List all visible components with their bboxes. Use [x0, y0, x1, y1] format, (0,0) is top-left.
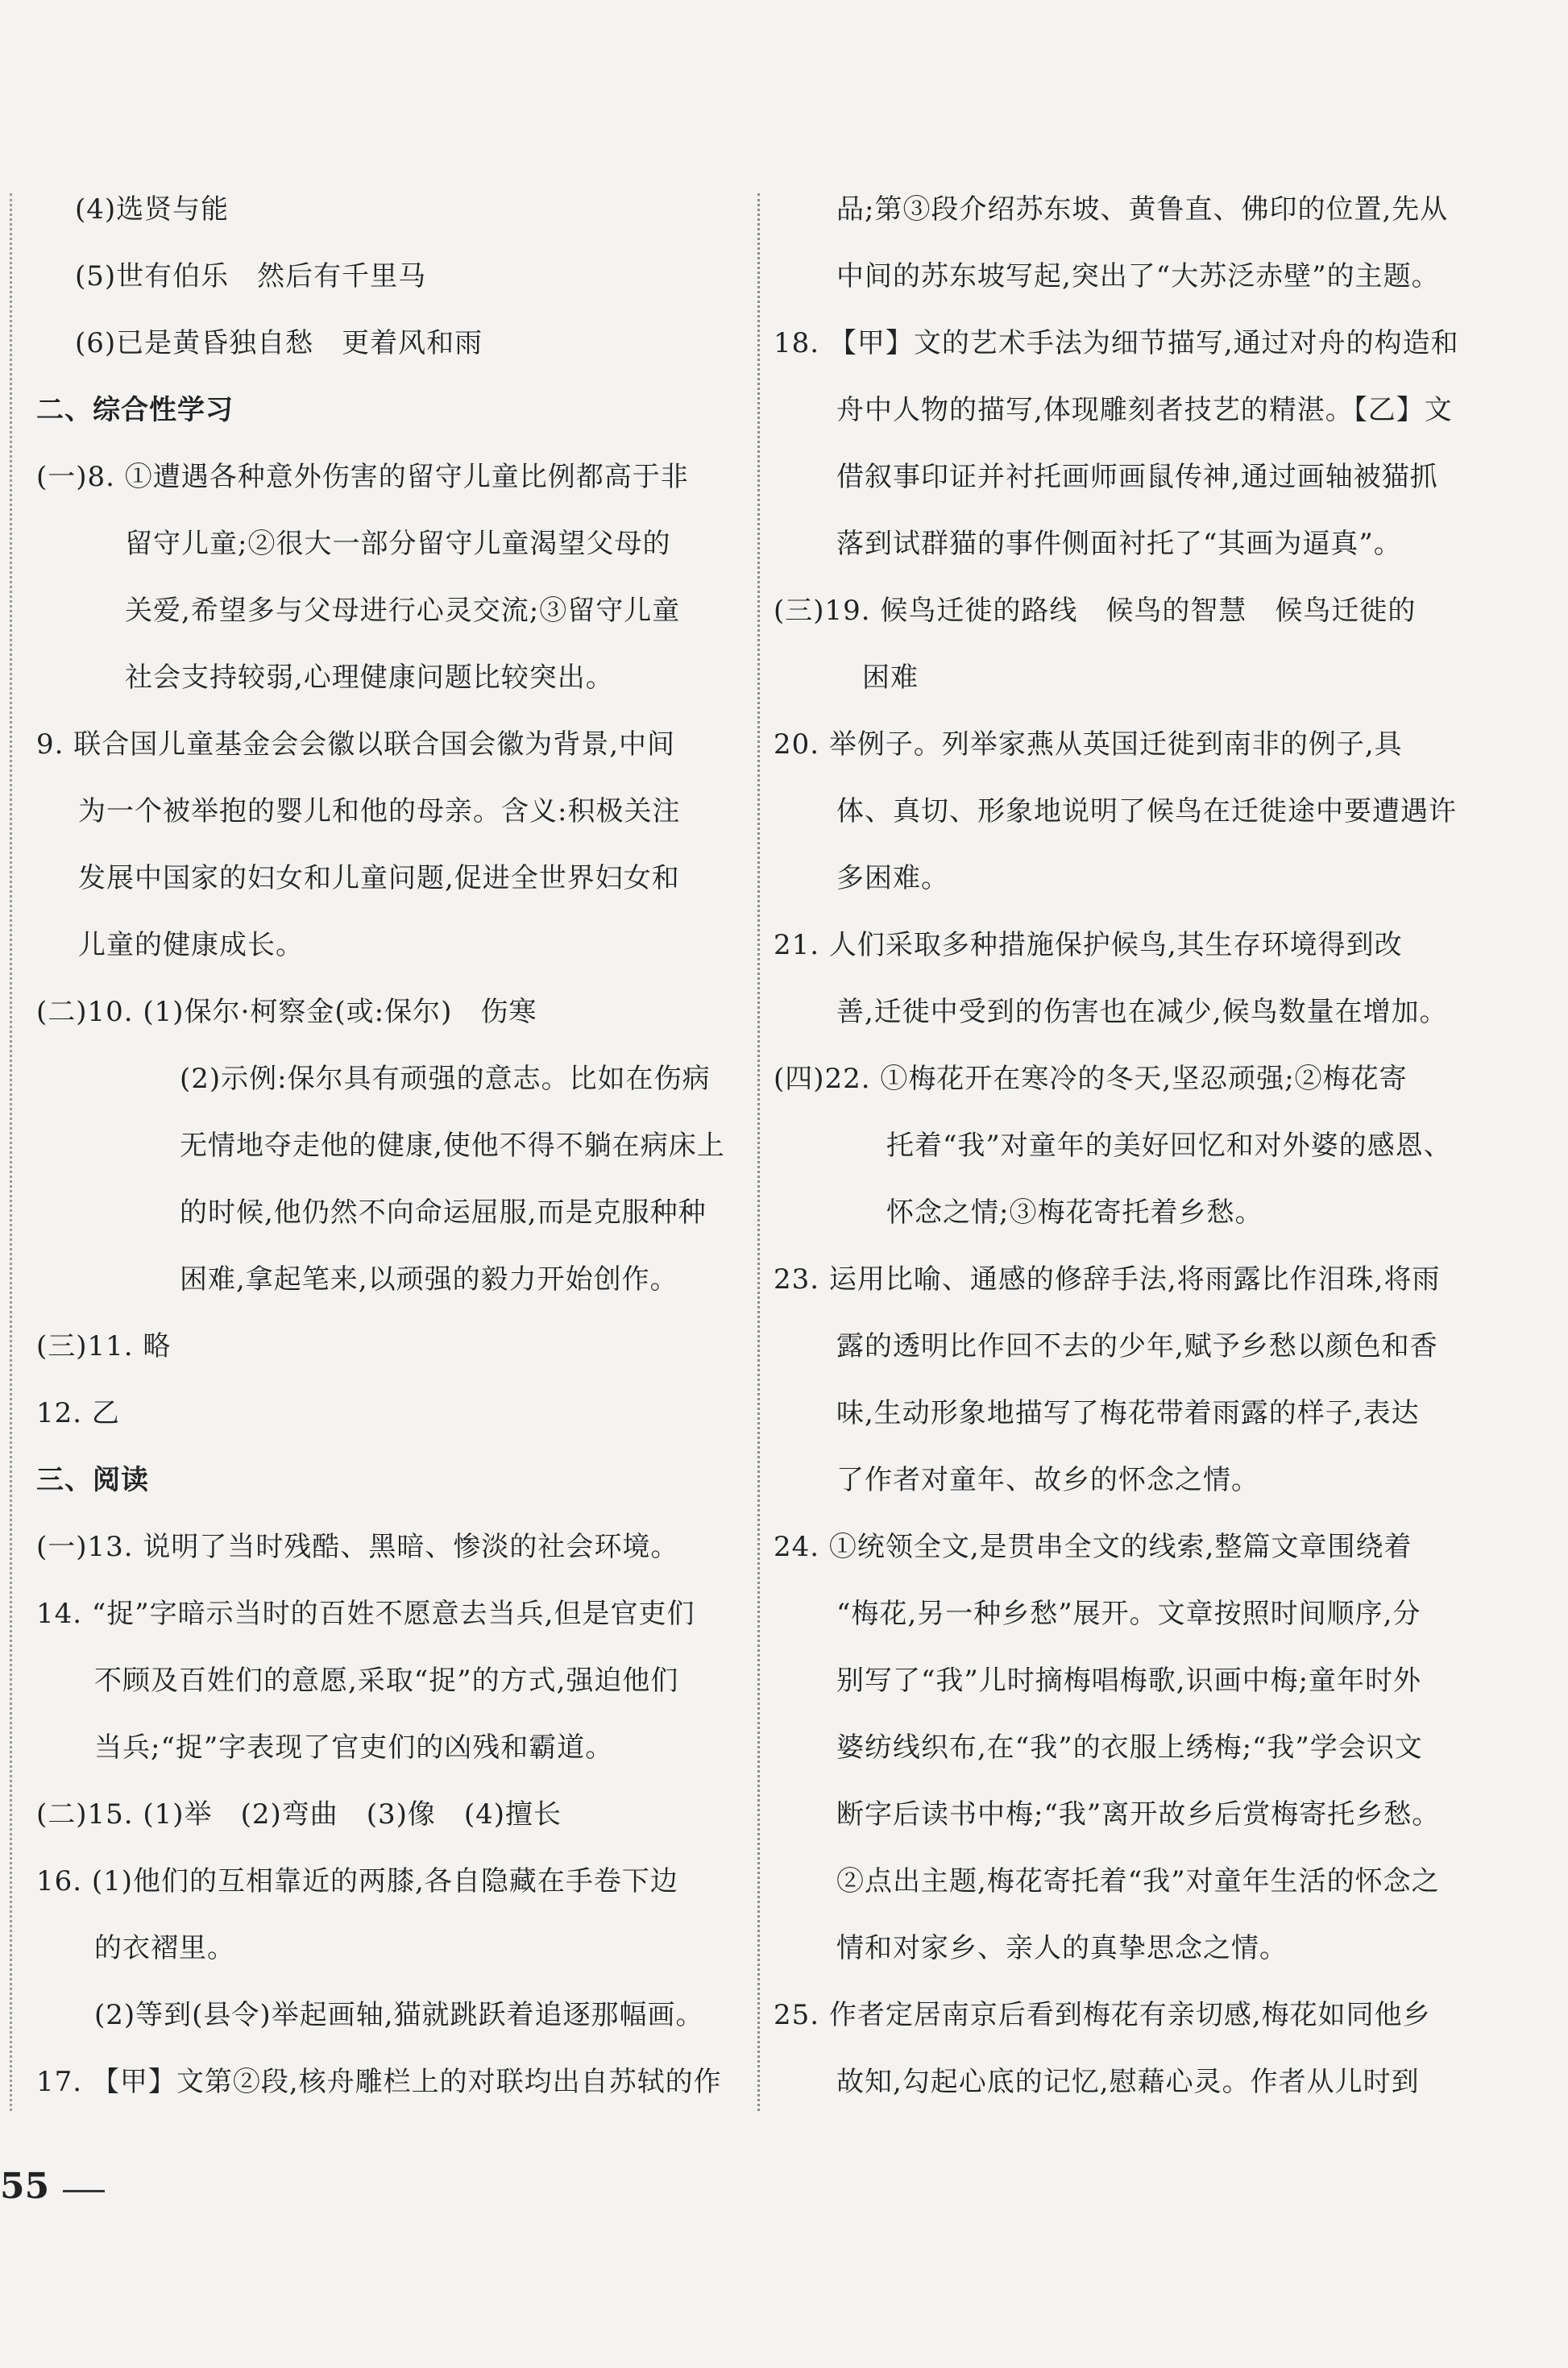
- answer-line: 23. 运用比喻、通感的修辞手法,将雨露比作泪珠,将雨: [774, 1263, 1441, 1296]
- answer-line: 善,迁徙中受到的伤害也在减少,候鸟数量在增加。: [836, 996, 1448, 1028]
- answer-line: 困难,拿起笔来,以顽强的毅力开始创作。: [180, 1263, 678, 1296]
- answer-line: 21. 人们采取多种措施保护候鸟,其生存环境得到改: [774, 929, 1403, 961]
- answer-line: 18. 【甲】文的艺术手法为细节描写,通过对舟的构造和: [774, 327, 1459, 359]
- answer-line: “梅花,另一种乡愁”展开。文章按照时间顺序,分: [836, 1598, 1421, 1630]
- answer-line: 多困难。: [836, 862, 949, 894]
- answer-line: (三)11. 略: [36, 1330, 172, 1362]
- answer-line: (2)示例:保尔具有顽强的意志。比如在伤病: [180, 1063, 711, 1095]
- answer-line: 落到试群猫的事件侧面衬托了“其画为逼真”。: [836, 528, 1402, 560]
- answer-line: 12. 乙: [36, 1397, 120, 1429]
- answer-line: 发展中国家的妇女和儿童问题,促进全世界妇女和: [78, 862, 680, 894]
- answer-line: (四)22. ①梅花开在寒冷的冬天,坚忍顽强;②梅花寄: [774, 1063, 1408, 1095]
- answer-line: 为一个被举抱的婴儿和他的母亲。含义:积极关注: [78, 795, 681, 827]
- answer-line: (5)世有伯乐 然后有千里马: [75, 260, 427, 292]
- answer-line: 儿童的健康成长。: [78, 929, 304, 961]
- column-divider: [757, 193, 760, 2111]
- section-heading: 二、综合性学习: [36, 394, 234, 426]
- answer-line: 不顾及百姓们的意愿,采取“捉”的方式,强迫他们: [94, 1665, 679, 1697]
- answer-line: 16. (1)他们的互相靠近的两膝,各自隐藏在手卷下边: [36, 1865, 678, 1897]
- answer-line: (一)8. ①遭遇各种意外伤害的留守儿童比例都高于非: [36, 461, 689, 493]
- answer-line: 困难: [862, 661, 919, 694]
- answer-line: 故知,勾起心底的记忆,慰藉心灵。作者从儿时到: [836, 2066, 1420, 2098]
- answer-line: 留守儿童;②很大一部分留守儿童渴望父母的: [125, 528, 671, 560]
- answer-line: 社会支持较弱,心理健康问题比较突出。: [125, 661, 614, 694]
- answer-line: (一)13. 说明了当时残酷、黑暗、惨淡的社会环境。: [36, 1531, 679, 1563]
- answer-line: 25. 作者定居南京后看到梅花有亲切感,梅花如同他乡: [774, 1999, 1431, 2031]
- answer-line: (6)已是黄昏独自愁 更着风和雨: [75, 327, 483, 359]
- answer-line: 别写了“我”儿时摘梅唱梅歌,识画中梅;童年时外: [836, 1665, 1422, 1697]
- answer-line: 了作者对童年、故乡的怀念之情。: [836, 1464, 1259, 1496]
- answer-line: 关爱,希望多与父母进行心灵交流;③留守儿童: [125, 595, 681, 627]
- answer-line: 借叙事印证并衬托画师画鼠传神,通过画轴被猫抓: [836, 461, 1438, 493]
- left-edge-dotted-line: [10, 193, 12, 2111]
- answer-line: (2)等到(县令)举起画轴,猫就跳跃着追逐那幅画。: [94, 1999, 704, 2031]
- answer-line: 舟中人物的描写,体现雕刻者技艺的精湛。【乙】文: [836, 394, 1453, 426]
- answer-line: (二)10. (1)保尔·柯察金(或:保尔) 伤寒: [36, 996, 537, 1028]
- answer-line: (二)15. (1)举 (2)弯曲 (3)像 (4)擅长: [36, 1798, 562, 1831]
- answer-line: 婆纺线织布,在“我”的衣服上绣梅;“我”学会识文: [836, 1731, 1423, 1764]
- answer-line: 中间的苏东坡写起,突出了“大苏泛赤壁”的主题。: [836, 260, 1440, 292]
- answer-line: 体、真切、形象地说明了候鸟在迁徙途中要遭遇许: [836, 795, 1457, 827]
- answer-line: 17. 【甲】文第②段,核舟雕栏上的对联均出自苏轼的作: [36, 2066, 722, 2098]
- answer-line: 托着“我”对童年的美好回忆和对外婆的感恩、: [886, 1130, 1452, 1162]
- answer-line: 的衣褶里。: [94, 1932, 235, 1964]
- answer-line: 情和对家乡、亲人的真挚思念之情。: [836, 1932, 1288, 1964]
- answer-line: 20. 举例子。列举家燕从英国迁徙到南非的例子,具: [774, 728, 1403, 761]
- answer-line: 味,生动形象地描写了梅花带着雨露的样子,表达: [836, 1397, 1420, 1429]
- page-number-rule: [63, 2190, 105, 2192]
- section-heading: 三、阅读: [36, 1464, 149, 1496]
- answer-line: 品;第③段介绍苏东坡、黄鲁直、佛印的位置,先从: [836, 193, 1449, 226]
- answer-line: 怀念之情;③梅花寄托着乡愁。: [886, 1196, 1263, 1229]
- answer-line: 14. “捉”字暗示当时的百姓不愿意去当兵,但是官吏们: [36, 1598, 695, 1630]
- answer-line: 9. 联合国儿童基金会会徽以联合国会徽为背景,中间: [36, 728, 676, 761]
- answer-line: 无情地夺走他的健康,使他不得不躺在病床上: [180, 1130, 725, 1162]
- page-number: 55: [0, 2166, 50, 2207]
- answer-line: ②点出主题,梅花寄托着“我”对童年生活的怀念之: [836, 1865, 1440, 1897]
- answer-line: 的时候,他仍然不向命运屈服,而是克服种种: [180, 1196, 707, 1229]
- answer-line: 24. ①统领全文,是贯串全文的线索,整篇文章围绕着: [774, 1531, 1412, 1563]
- answer-line: 当兵;“捉”字表现了官吏们的凶残和霸道。: [94, 1731, 614, 1764]
- answer-line: (三)19. 候鸟迁徙的路线 候鸟的智慧 候鸟迁徙的: [774, 595, 1417, 627]
- answer-line: 露的透明比作回不去的少年,赋予乡愁以颜色和香: [836, 1330, 1438, 1362]
- answer-line: (4)选贤与能: [75, 193, 230, 226]
- answer-line: 断字后读书中梅;“我”离开故乡后赏梅寄托乡愁。: [836, 1798, 1441, 1831]
